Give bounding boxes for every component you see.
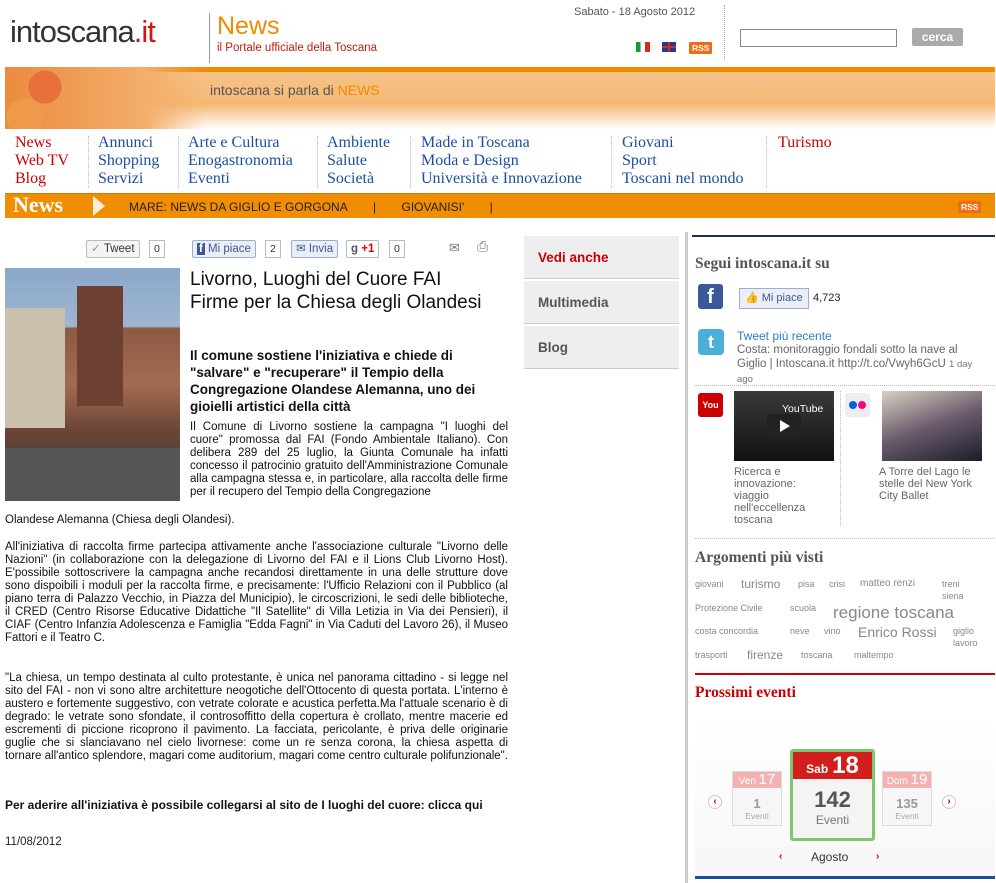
header-divider-2 — [724, 5, 725, 61]
youtube-icon[interactable]: You — [698, 393, 723, 417]
right-column-top-border — [692, 235, 995, 237]
twitter-bird-icon: ✓ — [91, 243, 104, 255]
nav-divider — [611, 136, 612, 188]
article-title: Livorno, Luoghi del Cuore FAI Firme per la Chiesa degli Olandesi — [190, 269, 482, 313]
site-logo[interactable] — [10, 14, 155, 50]
logo-tld: it — [141, 14, 155, 49]
events-prev-arrow-icon[interactable]: ‹ — [708, 795, 722, 809]
tag-link[interactable]: scuola — [790, 603, 817, 613]
play-icon — [767, 414, 801, 438]
thumbs-up-icon: 👍 — [745, 292, 759, 304]
event-count: 135 — [896, 796, 918, 811]
divider — [695, 538, 995, 539]
facebook-like-button[interactable]: f Mi piace — [192, 240, 256, 258]
youtube-caption[interactable]: Ricerca e innovazione: viaggio nell'eccellenza toscana — [734, 466, 806, 526]
banner-text: intoscana si parla di NEWS — [210, 82, 380, 98]
nav-link-turismo[interactable]: Turismo — [778, 134, 832, 151]
tag-link[interactable]: costa concordia — [695, 626, 759, 636]
article-paragraph: All'iniziativa di raccolta firme partecipa attivamente anche l'associazione culturale "Livorno delle Nazioni" (in collaborazione con la delegazione di Livorno del FAI e il Lions Club Livorno Host). E'possibile sottoscrivere la campagna anche recandosi direttamente in una delle strutture dove sono dispoibili i moduli per la raccolta firme, e precisamente: l'Ufficio Relazioni con il Pubblico (al piano terra di Palazzo Vecchio, in Piazza del Municipio), le circoscrizioni, le sedi delle biblioteche, il CRED (Centro Risorse Educative Didattiche "Il Satellite" di Villa Letizia in Via dei Pensieri), il CIAF (Centro Infanzia Adolescenza e Famiglia "Edda Fagni" in Via Caduti del Lavoro 26), il Museo Fattori e il Teatro C. — [5, 541, 508, 644]
print-icon[interactable]: ⎙ — [477, 238, 489, 254]
divider — [840, 391, 841, 526]
flickr-icon[interactable] — [845, 393, 870, 417]
article-paragraph: Il Comune di Livorno sostiene la campagna "I luoghi del cuore" promossa dal FAI (Fondo Ambientale Italiano). Con delibera 289 del 25 luglio, la Giunta Comunale ha infatti concesso il patrocinio gratuito dell'Amministrazione Comunale alla campagna stessa e, in particolare, alla raccolta delle firme per il recupero del Tempio della Congregazione — [190, 421, 508, 498]
tag-link[interactable]: turismo — [741, 577, 781, 591]
ticker-separator: | — [373, 200, 377, 214]
tab-blog[interactable]: Blog — [524, 326, 679, 369]
tag-link[interactable]: crisi — [829, 579, 845, 589]
nav-divider — [178, 136, 179, 188]
tag-link[interactable]: regione toscana — [833, 603, 954, 622]
nav-link-giovani[interactable]: Giovani — [622, 134, 674, 151]
youtube-label: YouTube — [782, 403, 824, 415]
nav-link-news[interactable]: News — [15, 134, 52, 151]
nav-link-toscani-nel-mondo[interactable]: Toscani nel mondo — [622, 170, 744, 187]
event-day-next[interactable]: Dom 19 135 Eventi — [882, 771, 932, 826]
nav-link-annunci[interactable]: Annunci — [98, 134, 154, 151]
facebook-like-count: 2 — [265, 240, 281, 258]
logo-text: intoscana — [10, 14, 134, 49]
ticker-item[interactable]: MARE: NEWS DA GIGLIO E GORGONA — [129, 200, 348, 214]
follow-title: Segui intoscana.it su — [695, 255, 830, 272]
ticker-items — [129, 200, 515, 214]
nav-link-shopping[interactable]: Shopping — [98, 152, 160, 169]
ticker-rss-icon[interactable]: RSS — [958, 201, 981, 213]
nav-divider — [317, 136, 318, 188]
plusone-count: 0 — [389, 240, 405, 258]
header-divider — [209, 13, 210, 63]
nav-col-culture — [188, 134, 293, 188]
tag-link[interactable]: lavoro — [953, 638, 978, 648]
article-image — [5, 268, 180, 501]
header-banner — [5, 67, 995, 129]
tag-link[interactable]: Enrico Rossi — [858, 624, 937, 640]
nav-col-tourism — [778, 134, 832, 152]
nav-link-ambiente[interactable]: Ambiente — [327, 134, 391, 151]
nav-col-society — [327, 134, 390, 188]
month-prev-arrow-icon[interactable]: ‹ — [779, 851, 783, 862]
tweet-button[interactable]: ✓ Tweet — [86, 240, 140, 258]
event-day-current[interactable]: Sab 18 142 Eventi — [790, 749, 875, 841]
nav-link-made-in-toscana[interactable]: Made in Toscana — [421, 134, 530, 151]
tag-link[interactable]: treni — [942, 579, 960, 589]
email-icon[interactable]: ✉ — [449, 240, 460, 255]
tag-link[interactable]: siena — [942, 591, 964, 601]
search-button[interactable]: cerca — [912, 28, 963, 46]
topics-title: Argomenti più visti — [695, 549, 824, 566]
tag-link[interactable]: pisa — [798, 579, 815, 589]
facebook-send-button[interactable]: ✉ Invia — [291, 240, 338, 258]
tag-link[interactable]: firenze — [747, 648, 784, 662]
tag-link[interactable]: trasporti — [695, 650, 728, 660]
latest-tweet[interactable]: Costa: monitoraggio fondali sotto la nave al Giglio | Intoscana.it http://t.co/Vwyh6GcU 1 day ago — [737, 344, 973, 385]
search-input[interactable] — [740, 29, 897, 47]
nav-link-webtv[interactable]: Web TV — [15, 152, 69, 169]
tag-link[interactable]: Protezione Civile — [695, 603, 763, 613]
decorative-ornament-icon — [5, 67, 205, 129]
event-count: 1 — [753, 796, 761, 811]
nav-link-sport[interactable]: Sport — [622, 152, 657, 169]
banner-highlight: NEWS — [337, 82, 380, 98]
nav-divider — [88, 136, 89, 188]
section-title: News — [217, 12, 280, 40]
tab-multimedia[interactable]: Multimedia — [524, 281, 679, 324]
tag-link[interactable]: matteo renzi — [860, 578, 916, 589]
ticker-label: News — [13, 192, 64, 217]
facebook-icon[interactable]: f — [698, 284, 723, 309]
flickr-photo-thumbnail[interactable] — [882, 391, 982, 461]
nav-divider — [766, 136, 767, 188]
youtube-video-thumbnail[interactable] — [734, 391, 834, 461]
right-column-bottom-border — [695, 876, 995, 879]
events-title: Prossimi eventi — [695, 684, 796, 701]
nav-col-made-in — [421, 134, 582, 188]
article-paragraph: Olandese Alemanna (Chiesa degli Olandesi). — [5, 514, 235, 526]
article-paragraph: "La chiesa, un tempo destinata al culto protestante, è unica nel panorama cittadino - si legge nel sito del FAI - non vi sono altre architetture neogotiche dell'Ottocento di questa portata. L'interno è austero e fortemente suggestivo, con vetrate colorate e acustica perfetta.Ma l'attuale scenario è di degrado: le vetrate sono sfondate, il controsoffitto della copertura è crollato, mentre macerie ed escrementi di piccione ricoprono il pavimento. La facciata, pericolante, è priva delle originarie guglie che si slanciavano nel cielo livornese: come un re senza corona, la chiesa aspetta di tornare all'antico splendore, magari come auditorium, magari come centro culturale polifunzionale". — [5, 672, 508, 762]
ticker-item[interactable]: GIOVANISI' — [401, 200, 465, 214]
tag-link[interactable]: giovani — [695, 579, 724, 589]
events-month: Agosto — [811, 850, 849, 864]
italian-flag-icon[interactable] — [636, 42, 650, 52]
column-divider — [685, 232, 688, 883]
section-subtitle: il Portale ufficiale della Toscana — [217, 42, 378, 54]
nav-link-arte-cultura[interactable]: Arte e Cultura — [188, 134, 280, 151]
divider — [695, 385, 995, 386]
tag-link[interactable]: neve — [790, 626, 810, 636]
tweet-count: 0 — [149, 240, 165, 258]
tab-vedi-anche[interactable]: Vedi anche — [524, 236, 679, 279]
nav-link-salute[interactable]: Salute — [327, 152, 367, 169]
twitter-icon[interactable]: t — [698, 329, 724, 355]
nav-link-moda-design[interactable]: Moda e Design — [421, 152, 519, 169]
nav-col-services — [98, 134, 159, 188]
rss-icon[interactable]: RSS — [689, 42, 712, 54]
nav-divider — [410, 136, 411, 188]
month-next-arrow-icon[interactable]: › — [876, 851, 880, 862]
nav-col-young — [622, 134, 744, 188]
google-plusone-button[interactable]: g +1 — [346, 240, 379, 258]
send-icon: ✉ — [296, 243, 309, 255]
facebook-fan-count: 4,723 — [813, 292, 841, 304]
article-date: 11/08/2012 — [5, 836, 62, 848]
tag-link[interactable]: vino — [824, 626, 841, 636]
article-cta[interactable]: Per aderire all'iniziativa è possibile collegarsi al sito de I luoghi del cuore: clicca qui — [5, 798, 483, 812]
tweet-time: 1 day ago — [737, 359, 973, 385]
nav-link-servizi[interactable]: Servizi — [98, 170, 144, 187]
google-g-icon: g — [351, 243, 359, 255]
ticker-separator: | — [489, 200, 493, 214]
facebook-icon: f — [199, 243, 203, 255]
tag-link[interactable]: toscana — [801, 650, 833, 660]
event-count: 142 — [814, 787, 851, 812]
divider — [695, 673, 995, 675]
nav-link-blog[interactable]: Blog — [15, 170, 47, 187]
article-lead: Il comune sostiene l'iniziativa e chiede di "salvare" e "recuperare" il Tempio della Congregazione Olandese Alemanna, uno dei gioielli artistici della città — [190, 348, 476, 414]
events-next-arrow-icon[interactable]: › — [942, 795, 956, 809]
nav-col-news — [15, 134, 69, 188]
nav-link-enogastronomia[interactable]: Enogastronomia — [188, 152, 293, 169]
event-day-prev[interactable]: Ven 17 1 Eventi — [732, 771, 782, 826]
nav-link-universita[interactable]: Università e Innovazione — [421, 170, 582, 187]
tag-link[interactable]: maltempo — [854, 650, 894, 660]
latest-tweet-heading[interactable]: Tweet più recente — [737, 329, 832, 343]
logo-dot: . — [133, 14, 142, 49]
flickr-caption[interactable]: A Torre del Lago le stelle del New York City Ballet — [879, 466, 972, 502]
current-date: Sabato - 18 Agosto 2012 — [574, 6, 696, 18]
ticker-arrow-icon — [93, 196, 105, 216]
tag-link[interactable]: giglio — [953, 626, 975, 636]
facebook-page-like-button[interactable]: 👍 Mi piace — [739, 288, 809, 309]
nav-link-societa[interactable]: Società — [327, 170, 375, 187]
nav-link-eventi[interactable]: Eventi — [188, 170, 230, 187]
english-flag-icon[interactable] — [662, 42, 676, 52]
